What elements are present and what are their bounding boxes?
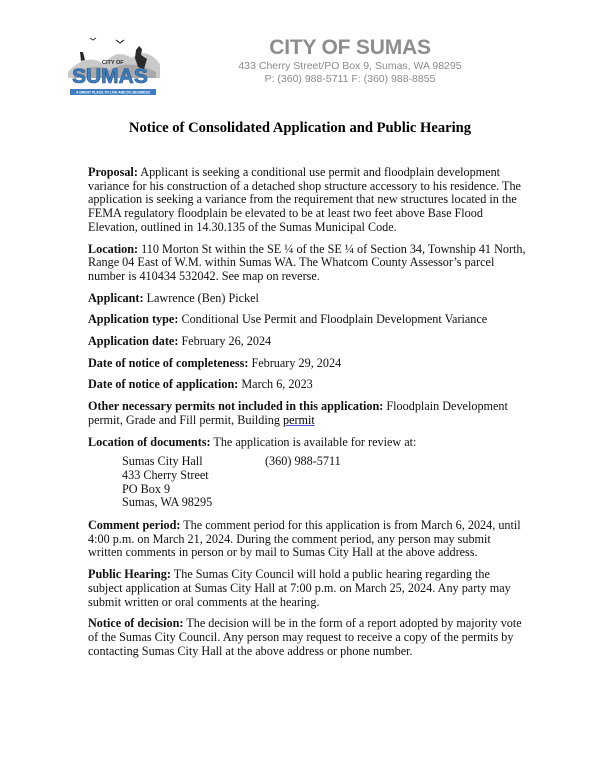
application-type-label: Application type: <box>88 312 179 327</box>
permit-link[interactable]: permit <box>282 412 315 427</box>
notice-date-text: March 6, 2023 <box>238 377 313 392</box>
letterhead <box>200 36 500 86</box>
location-label: Location: <box>88 241 139 256</box>
documents-label: Location of documents: <box>88 434 211 449</box>
comment-period-label: Comment period: <box>88 518 181 533</box>
city-hall-phone: (360) 988-5711 <box>265 454 341 469</box>
svg-text:CITY OF: CITY OF <box>102 60 124 66</box>
city-logo <box>66 34 162 100</box>
documents-section <box>88 436 526 450</box>
proposal-label: Proposal: <box>88 165 138 179</box>
application-type-text: Conditional Use Permit and Floodplain Development Variance <box>178 312 488 327</box>
completeness-date-label: Date of notice of completeness: <box>88 355 249 370</box>
applicant-text: Lawrence (Ben) Pickel <box>143 290 259 305</box>
public-hearing-label: Public Hearing: <box>88 567 171 582</box>
notice-body <box>88 166 526 666</box>
phone-fax-line: P: (360) 988-5711 F: (360) 988-8855 <box>264 73 436 85</box>
comment-period-section <box>88 519 526 560</box>
address-line: 433 Cherry Street/PO Box 9, Sumas, WA 98295 <box>238 60 462 72</box>
decision-text: The decision will be in the form of a report adopted by majority vote of the Sumas City Council. Any person may request to receive a copy of the permits by contacting Sumas City Hall at the above address or phone number. <box>88 616 522 658</box>
address-line-city: Sumas, WA 98295 <box>122 495 213 510</box>
comment-period-text: The comment period for this application is from March 6, 2024, until 4:00 p.m. on March 21, 2024. During the comment period, any person may submit written comments in person or by mail to Sumas City Hall at the above address. <box>88 518 521 560</box>
notice-date-section <box>88 378 526 392</box>
applicant-section <box>88 292 526 306</box>
documents-text: The application is available for review at: <box>210 434 417 449</box>
applicant-label: Applicant: <box>88 290 144 305</box>
proposal-text: Applicant is seeking a conditional use permit and floodplain development variance for his construction of a detached shop structure accessory to his residence. The application is seeking a variance from the requirement that new structures located in the FEMA regulatory floodplain be elevated to be at least two feet above Base Flood Elevation, outlined in 14.30.135 of the Sumas Municipal Code. <box>88 165 521 234</box>
other-permits-text: Floodplain Development permit, Grade and Fill permit, Building <box>88 399 508 427</box>
application-type-section <box>88 313 526 327</box>
public-hearing-text: The Sumas City Council will hold a public hearing regarding the subject application at Sumas City Hall at 7:00 p.m. on March 25, 2024. Any party may submit written or oral comments at the hearing. <box>88 567 511 609</box>
city-name: CITY OF SUMAS <box>269 36 431 59</box>
sumas-city-logo-icon <box>66 34 162 100</box>
completeness-date-text: February 29, 2024 <box>248 355 342 370</box>
location-text: 110 Morton St within the SE ¼ of the SE ¼ of Section 34, Township 41 North, Range 04 East of W.M. within Sumas WA. The Whatcom County Assessor’s parcel number is 410434 532042. See map on reverse. <box>88 241 526 283</box>
other-permits-section <box>88 400 526 427</box>
location-section <box>88 243 526 284</box>
svg-text:SUMAS: SUMAS <box>72 65 148 88</box>
notice-date-label: Date of notice of application: <box>88 377 239 392</box>
documents-address-block <box>122 455 526 510</box>
address-line-po-box: PO Box 9 <box>122 481 171 496</box>
decision-label: Notice of decision: <box>88 616 184 631</box>
address-line-street: 433 Cherry Street <box>122 467 209 482</box>
other-permits-label: Other necessary permits not included in this application: <box>88 399 384 414</box>
proposal-section <box>88 166 526 235</box>
public-hearing-section <box>88 568 526 609</box>
address-line-name: Sumas City Hall <box>122 454 203 469</box>
application-date-section <box>88 335 526 349</box>
svg-text:A GREAT PLACE TO LIVE AND DO B: A GREAT PLACE TO LIVE AND DO BUSINESS <box>76 90 150 95</box>
application-date-text: February 26, 2024 <box>178 334 272 349</box>
completeness-date-section <box>88 357 526 371</box>
notice-title: Notice of Consolidated Application and Public Hearing <box>128 120 472 136</box>
application-date-label: Application date: <box>88 334 179 349</box>
decision-section <box>88 617 526 658</box>
